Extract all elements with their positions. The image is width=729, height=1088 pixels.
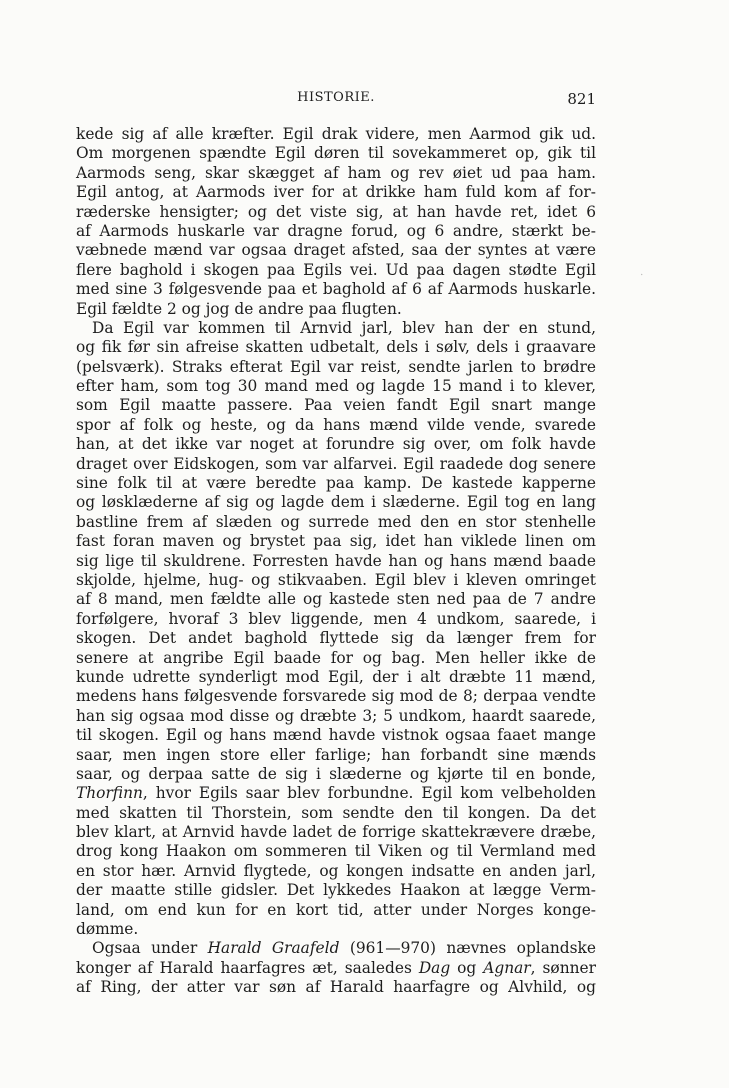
text-line: han, at det ikke var noget at forundre sig over, om folk havde	[76, 435, 596, 454]
text-line: ræderske hensigter; og det viste sig, at han havde ret, idet 6	[76, 202, 596, 221]
text-line: sig lige til skuldrene. Forresten havde han og hans mænd baade	[76, 551, 596, 570]
page-number: 821	[567, 90, 596, 108]
text-line: han sig ogsaa mod disse og dræbte 3; 5 undkom, haardt saarede,	[76, 706, 596, 725]
text-line: skogen. Det andet baghold flyttede sig da længer frem for	[76, 629, 596, 648]
text-line: af 8 mand, men fældte alle og kastede sten ned paa de 7 andre	[76, 590, 596, 609]
text-line: draget over Eidskogen, som var alfarvei. Egil raadede dog senere	[76, 454, 596, 473]
text-line: en stor hær. Arnvid flygtede, og kongen indsatte en anden jarl,	[76, 861, 596, 880]
text-line: af Aarmods huskarle var dragne forud, og 6 andre, stærkt be-	[76, 221, 596, 240]
text-line: kede sig af alle kræfter. Egil drak videre, men Aarmod gik ud.	[76, 125, 596, 143]
text-line: land, om end kun for en kort tid, atter under Norges konge-	[76, 900, 596, 919]
text-line: kunde udrette synderligt mod Egil, der i alt dræbte 11 mænd,	[76, 667, 596, 686]
text-line: fast foran maven og brystet paa sig, idet han viklede linen om	[76, 532, 596, 551]
text-line: spor af folk og heste, og da hans mænd vilde vende, svarede	[76, 415, 596, 434]
text-line: blev klart, at Arnvid havde ladet de forrige skattekrævere dræbe,	[76, 823, 596, 842]
body-text	[76, 125, 596, 998]
text-line: saar, og derpaa satte de sig i slæderne og kjørte til en bonde,	[76, 764, 596, 783]
text-line: saar, men ingen store eller farlige; han forbandt sine mænds	[76, 745, 596, 764]
margin-mark: ⸱	[640, 270, 643, 281]
text-line: (pelsværk). Straks efterat Egil var reist, sendte jarlen to brødre	[76, 357, 596, 376]
text-line: med skatten til Thorstein, som sendte den til kongen. Da det	[76, 803, 596, 822]
text-line: drog kong Haakon om sommeren til Viken og til Vermland med	[76, 842, 596, 861]
text-line: medens hans følgesvende forsvarede sig mod de 8; derpaa vendte	[76, 687, 596, 706]
text-line: væbnede mænd var ogsaa draget afsted, saa der syntes at være	[76, 241, 596, 260]
text-line: senere at angribe Egil baade for og bag. Men heller ikke de	[76, 648, 596, 667]
text-line: Da Egil var kommen til Arnvid jarl, blev han der en stund,	[92, 318, 596, 337]
text-line: og løsklæderne af sig og lagde dem i slæderne. Egil tog en lang	[76, 493, 596, 512]
text-line: som Egil maatte passere. Paa veien fandt Egil snart mange	[76, 396, 596, 415]
text-line: Egil antog, at Aarmods iver for at drikke ham fuld kom af for-	[76, 183, 596, 202]
text-line: dømme.	[76, 920, 139, 939]
text-line: flere baghold i skogen paa Egils vei. Ud paa dagen stødte Egil	[76, 260, 596, 279]
text-line: Thorfinn, hvor Egils saar blev forbundne. Egil kom velbeholden	[76, 784, 596, 803]
page-header	[76, 90, 596, 112]
running-title: HISTORIE.	[297, 90, 375, 105]
text-line: bastline frem af slæden og surrede med den en stor stenhelle	[76, 512, 596, 531]
text-line: med sine 3 følgesvende paa et baghold af 6 af Aarmods huskarle.	[76, 280, 596, 299]
text-line: efter ham, som tog 30 mand med og lagde 15 mand i to klever,	[76, 377, 596, 396]
text-line: Ogsaa under Harald Graafeld (961—970) nævnes oplandske	[92, 939, 596, 958]
text-line: Aarmods seng, skar skægget af ham og rev øiet ud paa ham.	[76, 163, 596, 182]
text-line: til skogen. Egil og hans mænd havde vistnok ogsaa faaet mange	[76, 726, 596, 745]
text-line: og fik før sin afreise skatten udbetalt, dels i sølv, dels i graavare	[76, 338, 596, 357]
text-line: Egil fældte 2 og jog de andre paa flugten.	[76, 299, 402, 318]
text-line: Om morgenen spændte Egil døren til sovekammeret op, gik til	[76, 144, 596, 163]
text-line: af Ring, der atter var søn af Harald haarfagre og Alvhild, og	[76, 978, 596, 997]
text-line: der maatte stille gidsler. Det lykkedes Haakon at lægge Verm-	[76, 881, 596, 900]
text-line: forfølgere, hvoraf 3 blev liggende, men 4 undkom, saarede, i	[76, 609, 596, 628]
text-line: sine folk til at være beredte paa kamp. De kastede kapperne	[76, 474, 596, 493]
text-line: skjolde, hjelme, hug- og stikvaaben. Egil blev i kleven omringet	[76, 570, 596, 589]
text-line: konger af Harald haarfagres æt, saaledes Dag og Agnar, sønner	[76, 958, 596, 977]
